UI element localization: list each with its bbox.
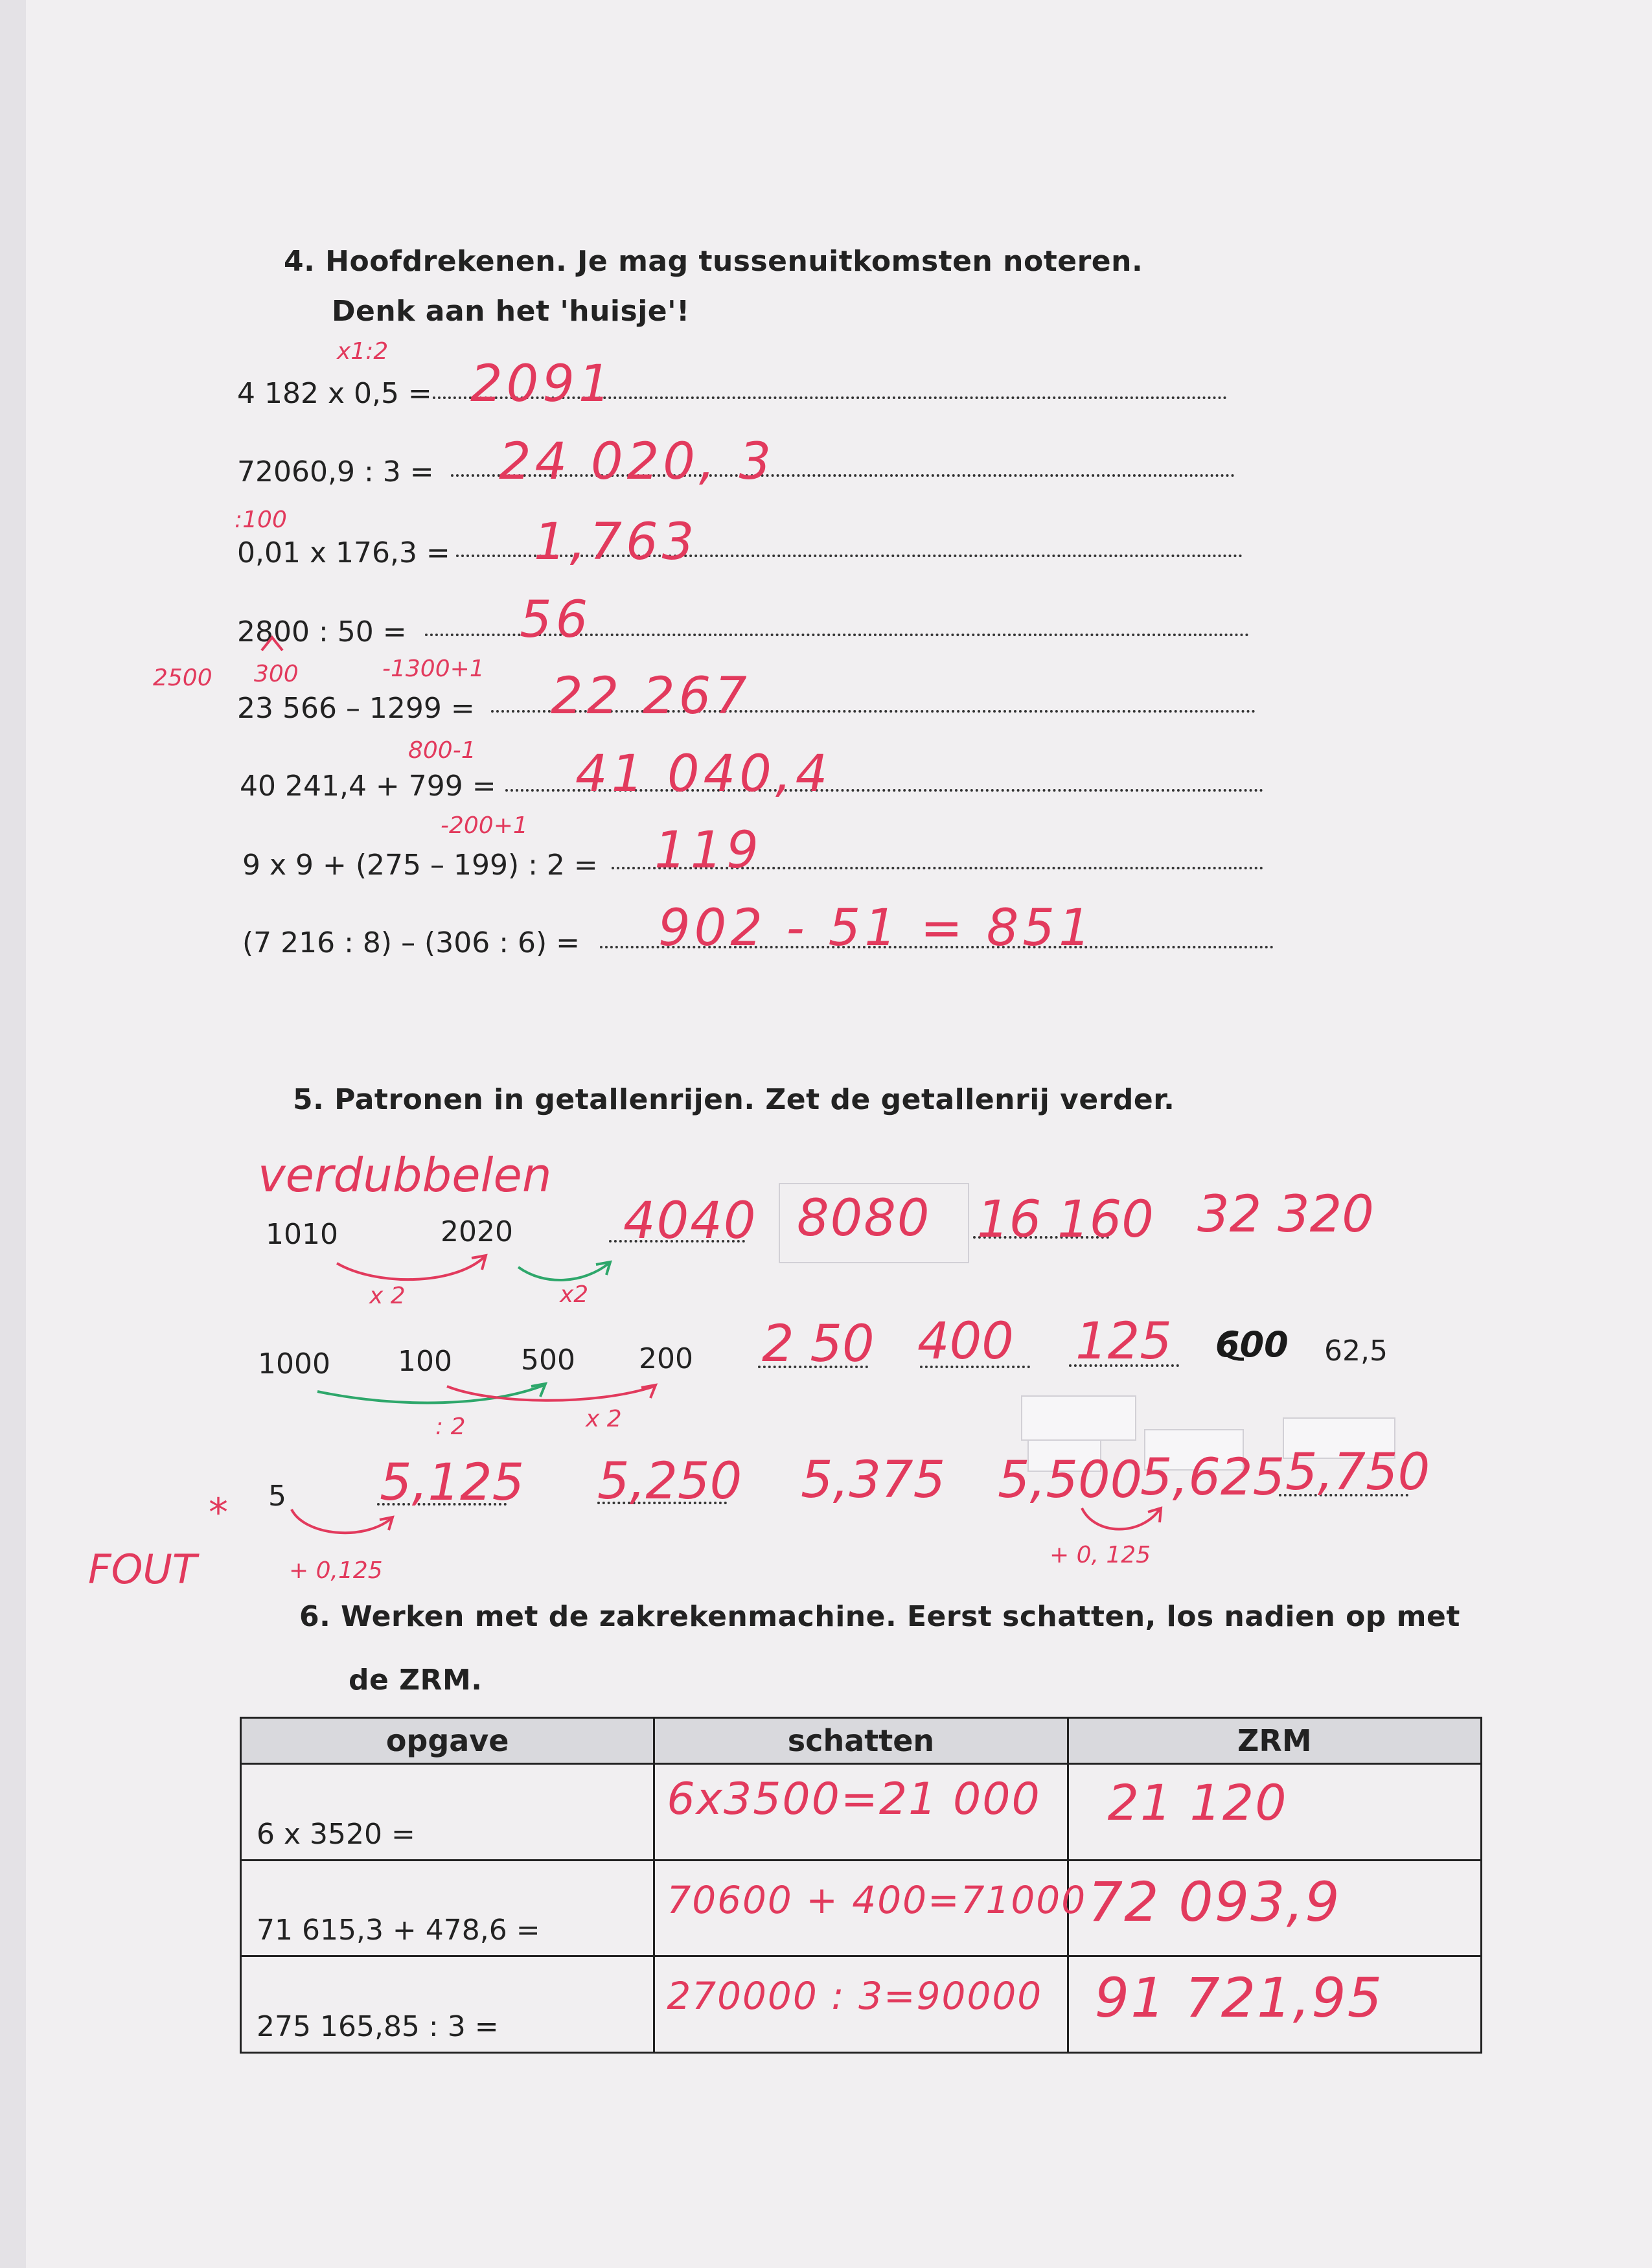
handwritten-answer: 5,250 xyxy=(597,1452,742,1511)
exercise-expression: 23 566 – 1299 = xyxy=(237,692,475,725)
section4-heading-line2: Denk aan het 'huisje'! xyxy=(332,295,690,328)
handwritten-note: -1300+1 xyxy=(382,656,485,682)
table-header-row xyxy=(241,1718,1482,1764)
opgave-cell xyxy=(241,1956,654,2053)
arrow-note: x2 xyxy=(560,1281,589,1308)
section6-heading-line2: de ZRM. xyxy=(349,1664,483,1697)
opgave-cell xyxy=(241,1860,654,1956)
section6-heading-line1: 6. Werken met de zakrekenmachine. Eerst schatten, los nadien op met xyxy=(299,1600,1460,1633)
exercise-expression: 2800 : 50 = xyxy=(237,615,407,648)
exercise-expression: 4 182 x 0,5 = xyxy=(237,377,432,410)
handwritten-estimate: 6x3500=21 000 xyxy=(667,1774,1041,1825)
exercise-expression: 0,01 x 176,3 = xyxy=(237,536,450,569)
handwritten-answer: 41 040,4 xyxy=(575,745,832,803)
handwritten-answer: 4040 xyxy=(623,1192,757,1250)
handwritten-note: :100 xyxy=(235,507,287,533)
arrow-note: : 2 xyxy=(435,1414,466,1440)
opgave-expression: 71 615,3 + 478,6 = xyxy=(257,1914,540,1947)
sequence-term: 200 xyxy=(639,1342,693,1375)
handwritten-label: verdubbelen xyxy=(258,1148,552,1202)
sequence-term: 2020 xyxy=(441,1215,513,1248)
handwritten-answer: 32 320 xyxy=(1197,1186,1374,1244)
handwritten-note: 2500 xyxy=(153,665,212,691)
column-header: ZRM xyxy=(1068,1718,1481,1764)
schatten-cell xyxy=(654,1860,1087,1956)
opgave-expression: 275 165,85 : 3 = xyxy=(257,2010,499,2043)
handwritten-estimate: 270000 : 3=90000 xyxy=(667,1974,1043,2019)
opgave-cell xyxy=(241,1764,654,1861)
handwritten-note: -200+1 xyxy=(441,812,528,839)
handwritten-answer: 5,625 xyxy=(1140,1449,1285,1507)
arrow-note: x 2 xyxy=(586,1406,622,1432)
table-row xyxy=(241,1860,1482,1956)
arrow-note: + 0, 125 xyxy=(1050,1542,1151,1568)
zrm-cell xyxy=(1068,1860,1481,1956)
exercise-expression: 9 x 9 + (275 – 199) : 2 = xyxy=(242,849,598,882)
exercise-expression: (7 216 : 8) – (306 : 6) = xyxy=(242,926,580,959)
zrm-cell xyxy=(1068,1956,1481,2053)
handwritten-result: 91 721,95 xyxy=(1094,1966,1384,2030)
handwritten-answer: 2091 xyxy=(470,355,615,413)
sequence-term: 1000 xyxy=(258,1347,330,1380)
column-header: opgave xyxy=(241,1718,654,1764)
sequence-term: 1010 xyxy=(266,1218,338,1251)
handwritten-answer: 902 - 51 = 851 xyxy=(658,899,1095,957)
sequence-term: 62,5 xyxy=(1324,1334,1388,1368)
handwritten-answer: 16 160 xyxy=(977,1191,1154,1249)
sequence-term: 100 xyxy=(398,1345,452,1378)
handwritten-answer: 22 267 xyxy=(551,667,751,726)
sequence-term: 500 xyxy=(521,1344,575,1377)
zrm-cell xyxy=(1068,1764,1481,1861)
handwritten-result: 72 093,9 xyxy=(1088,1870,1341,1934)
calculator-table xyxy=(240,1717,1482,2054)
handwritten-answer: 2 50 xyxy=(762,1315,875,1373)
verdict-mark: FOUT xyxy=(88,1546,197,1593)
sequence-term: 5 xyxy=(268,1480,286,1513)
table-row xyxy=(241,1764,1482,1861)
arrow-note: x 2 xyxy=(369,1283,406,1309)
opgave-expression: 6 x 3520 = xyxy=(257,1817,415,1851)
section4-heading-line1: 4. Hoofdrekenen. Je mag tussenuitkomsten noteren. xyxy=(284,245,1143,278)
handwritten-answer: 119 xyxy=(654,821,763,880)
table-row xyxy=(241,1956,1482,2053)
handwritten-answer: 56 xyxy=(520,591,592,649)
handwritten-note: 800-1 xyxy=(408,737,476,764)
handwritten-answer-scribbled: 600 xyxy=(1215,1324,1289,1365)
handwritten-answer: 5,500 xyxy=(998,1451,1143,1509)
arrow-note: + 0,125 xyxy=(289,1557,383,1584)
handwritten-estimate: 70600 + 400=71000 xyxy=(667,1877,1087,1922)
exercise-expression: 72060,9 : 3 = xyxy=(237,455,434,488)
handwritten-answer: 1,763 xyxy=(534,513,698,571)
handwritten-answer: 8080 xyxy=(797,1189,931,1248)
handwritten-answer: 5,375 xyxy=(801,1451,946,1509)
handwritten-note: 300 xyxy=(254,661,299,687)
section5-heading: 5. Patronen in getallenrijen. Zet de getallenrij verder. xyxy=(293,1083,1175,1116)
column-header: schatten xyxy=(654,1718,1068,1764)
error-asterisk: * xyxy=(209,1490,228,1535)
handwritten-answer: 125 xyxy=(1075,1312,1172,1371)
handwritten-note: x1:2 xyxy=(337,338,389,365)
schatten-cell xyxy=(654,1956,1068,2053)
handwritten-answer: 5,750 xyxy=(1285,1443,1430,1502)
handwritten-answer: 400 xyxy=(917,1312,1014,1371)
handwritten-answer: 5,125 xyxy=(380,1454,525,1512)
handwritten-answer: 24 020, 3 xyxy=(499,433,775,491)
handwritten-result: 21 120 xyxy=(1107,1774,1288,1831)
schatten-cell xyxy=(654,1764,1068,1861)
exercise-expression: 40 241,4 + 799 = xyxy=(240,770,496,803)
